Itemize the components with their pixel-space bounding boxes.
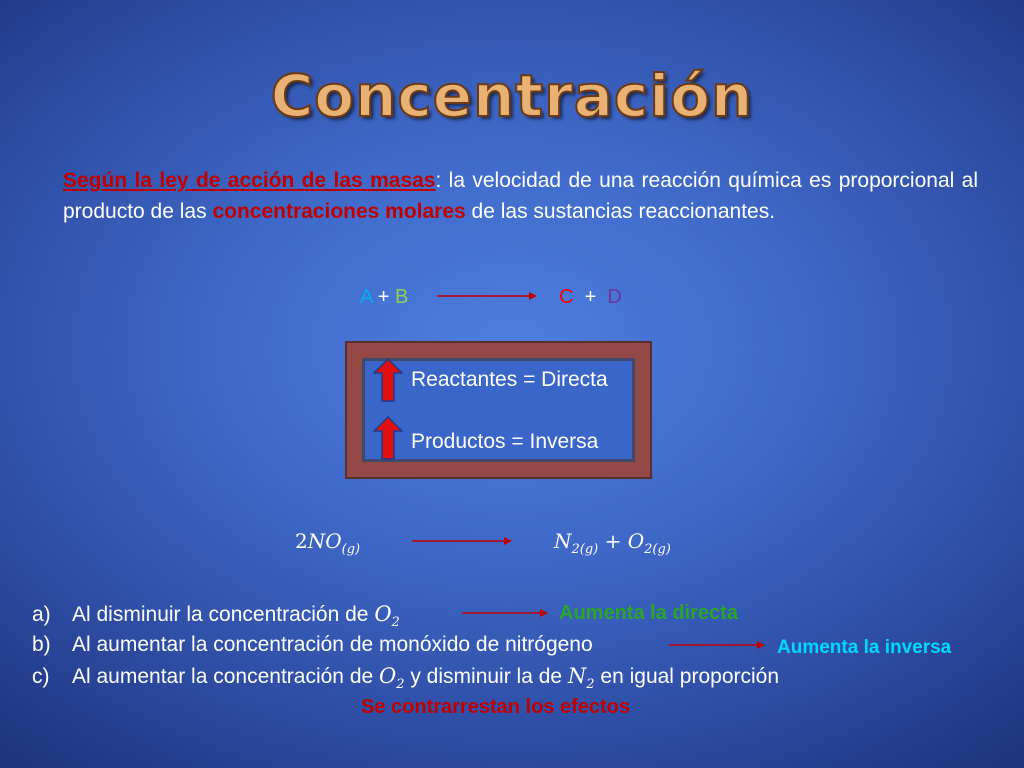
reactant-b: B bbox=[395, 286, 409, 308]
list-text-1: Al aumentar la concentración de bbox=[72, 665, 380, 688]
list-item-a bbox=[32, 602, 400, 630]
law-paragraph bbox=[63, 165, 978, 227]
list-marker: b) bbox=[32, 633, 51, 656]
list-marker: a) bbox=[32, 603, 51, 626]
state-o: 2(g) bbox=[644, 542, 671, 557]
equation-arrow-icon bbox=[412, 535, 512, 547]
generic-reactants bbox=[360, 286, 408, 309]
list-text-2: y disminuir la de bbox=[404, 665, 568, 688]
plus: + bbox=[598, 529, 628, 553]
species-o: O bbox=[627, 529, 645, 553]
law-text-1: : la velocidad de una reacción química es proporcional al producto de las bbox=[63, 169, 978, 223]
reactant-plus: + bbox=[372, 286, 396, 308]
product-d: D bbox=[607, 286, 622, 308]
slide-title: Concentración bbox=[270, 62, 754, 130]
product-c: C bbox=[559, 286, 574, 308]
subscript: 2 bbox=[391, 615, 400, 631]
law-text-2: de las sustancias reaccionantes. bbox=[465, 200, 776, 223]
generic-reaction-arrow-icon bbox=[437, 290, 537, 302]
result-arrow-icon bbox=[462, 607, 548, 619]
species-1: O bbox=[379, 664, 397, 688]
species: NO bbox=[307, 529, 342, 553]
list-item-c bbox=[32, 664, 779, 692]
state: (g) bbox=[341, 542, 361, 557]
generic-products bbox=[559, 286, 622, 309]
result-arrow-icon bbox=[669, 639, 765, 651]
box-line-products: Productos = Inversa bbox=[411, 430, 599, 453]
up-arrow-icon bbox=[373, 358, 403, 402]
list-marker: c) bbox=[32, 665, 50, 688]
product-plus: + bbox=[573, 286, 608, 308]
result-c: Se contrarrestan los efectos bbox=[361, 696, 630, 718]
equation-products bbox=[554, 529, 671, 557]
list-text: Al disminuir la concentración de bbox=[72, 603, 375, 626]
species-n: N bbox=[554, 529, 572, 553]
result-b: Aumenta la inversa bbox=[777, 637, 952, 658]
list-text-3: en igual proporción bbox=[594, 665, 780, 688]
coef: 2 bbox=[295, 529, 308, 553]
species-2: N bbox=[567, 664, 587, 688]
equation-reactant bbox=[295, 529, 360, 557]
result-a: Aumenta la directa bbox=[559, 602, 738, 624]
species: O bbox=[374, 602, 392, 626]
list-item-b bbox=[32, 633, 593, 657]
box-line-reactants: Reactantes = Directa bbox=[411, 368, 608, 391]
subscript-2: 2 bbox=[586, 677, 595, 693]
law-highlight: concentraciones molares bbox=[212, 200, 466, 223]
reactant-a: A bbox=[360, 286, 373, 308]
law-name: Según la ley de acción de las masas bbox=[63, 169, 436, 192]
up-arrow-icon bbox=[373, 416, 403, 460]
subscript-1: 2 bbox=[396, 677, 405, 693]
state-n: 2(g) bbox=[571, 542, 599, 557]
list-text: Al aumentar la concentración de monóxido de nitrógeno bbox=[72, 633, 593, 656]
